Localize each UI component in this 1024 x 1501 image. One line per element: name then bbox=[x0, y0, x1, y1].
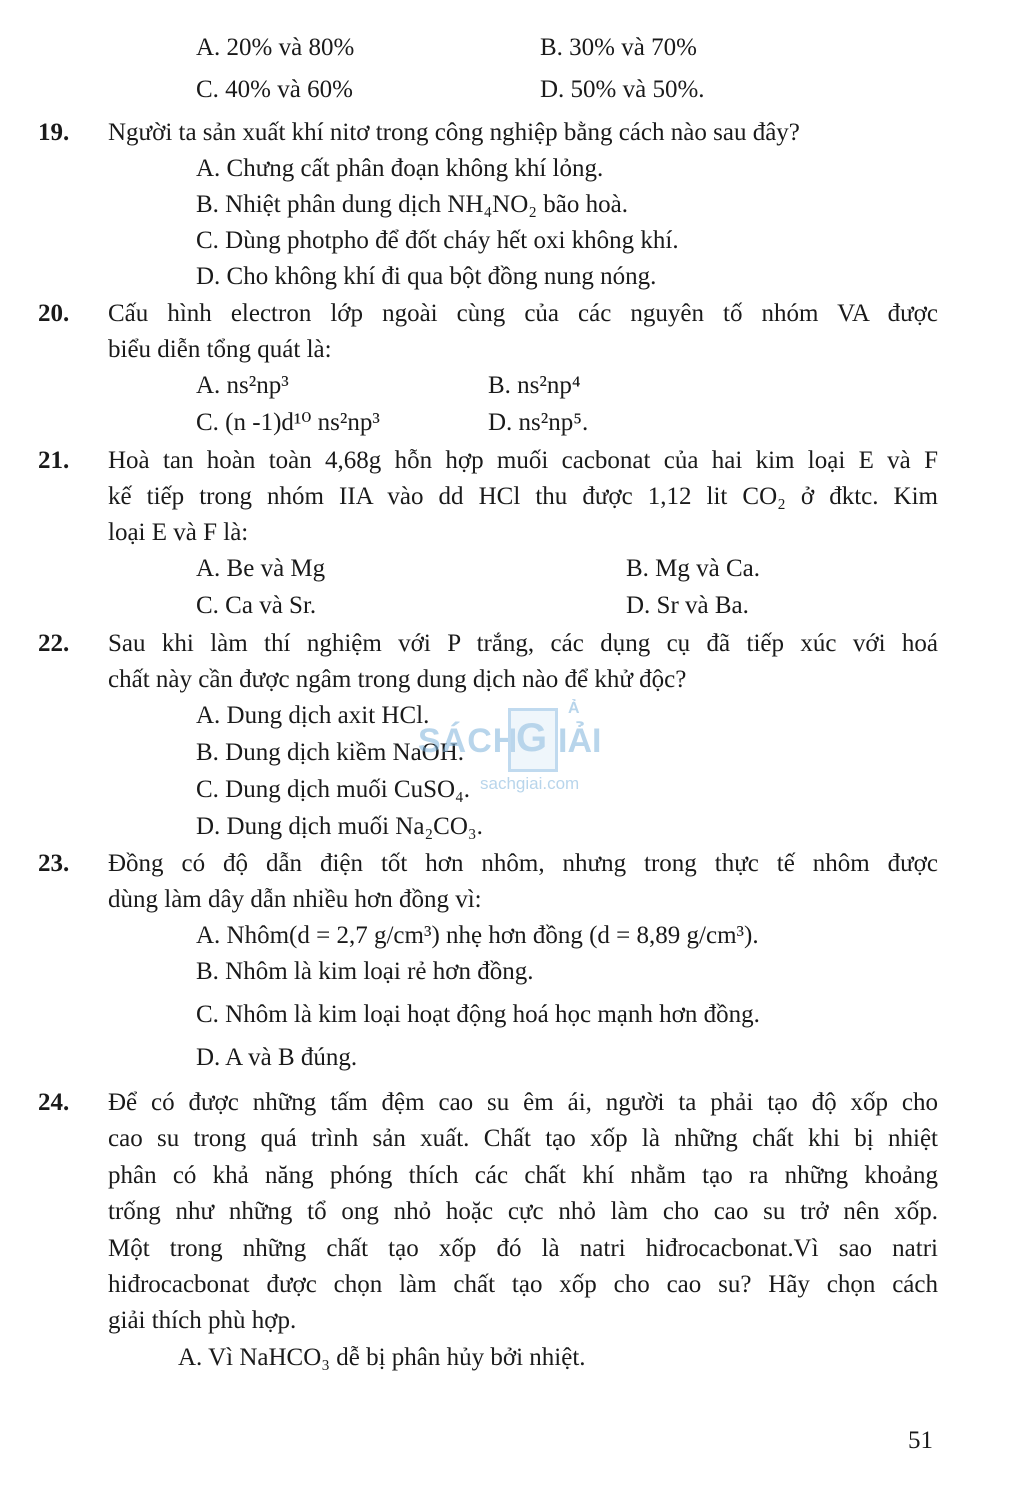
q21-text-line1: Hoà tan hoàn toàn 4,68g hỗn hợp muối cacbonat của hai kim loại E và F bbox=[108, 447, 938, 474]
q21-option-d: D. Sr và Ba. bbox=[626, 592, 749, 619]
q19-option-a: A. Chưng cất phân đoạn không khí lỏng. bbox=[196, 155, 604, 182]
q24-text-line: cao su trong quá trình sản xuất. Chất tạo xốp là những chất khi bị nhiệt bbox=[108, 1125, 938, 1152]
q22-number: 22. bbox=[38, 630, 70, 657]
q23-option-d: D. A và B đúng. bbox=[196, 1044, 358, 1071]
q19-number: 19. bbox=[38, 119, 70, 146]
q20-text-line2: biểu diễn tổng quát là: bbox=[108, 336, 332, 363]
q19-text: Người ta sản xuất khí nitơ trong công nghiệp bằng cách nào sau đây? bbox=[108, 119, 800, 146]
q23-option-b: B. Nhôm là kim loại rẻ hơn đồng. bbox=[196, 958, 534, 985]
sachgiai-watermark bbox=[418, 700, 618, 800]
q19-option-b: B. Nhiệt phân dung dịch NH₄NO₂ bão hoà. bbox=[196, 191, 628, 218]
q19-option-d: D. Cho không khí đi qua bột đồng nung nóng. bbox=[196, 263, 657, 290]
q18-option-a: A. 20% và 80% bbox=[196, 34, 355, 61]
q24-text-line: giải thích phù hợp. bbox=[108, 1307, 297, 1334]
q24-text-line: hiđrocacbonat được chọn làm chất tạo xốp cho cao su? Hãy chọn cách bbox=[108, 1271, 938, 1298]
q22-text-line1: Sau khi làm thí nghiệm với P trắng, các dụng cụ đã tiếp xúc với hoá bbox=[108, 630, 938, 657]
q24-text-line: phân có khả năng phóng thích các chất khí nhằm tạo ra những khoảng bbox=[108, 1162, 938, 1189]
q21-option-c: C. Ca và Sr. bbox=[196, 592, 317, 619]
q18-option-b: B. 30% và 70% bbox=[540, 34, 697, 61]
q22-option-b: B. Dung dịch kiềm NaOH. bbox=[196, 739, 465, 766]
q24-text-line: trống như những tổ ong nhỏ hoặc cực nhỏ làm cho cao su trở nên xốp. bbox=[108, 1198, 938, 1225]
watermark-url: sachgiai.com bbox=[480, 774, 580, 793]
q23-text-line1: Đồng có độ dẫn điện tốt hơn nhôm, nhưng trong thực tế nhôm được bbox=[108, 850, 938, 877]
q18-option-d: D. 50% và 50%. bbox=[540, 76, 705, 103]
q21-option-b: B. Mg và Ca. bbox=[626, 555, 761, 582]
q21-option-a: A. Be và Mg bbox=[196, 555, 326, 582]
q24-number: 24. bbox=[38, 1089, 70, 1116]
watermark-g-letter: G bbox=[516, 716, 548, 760]
q22-option-d: D. Dung dịch muối Na₂CO₃. bbox=[196, 813, 483, 840]
q20-option-a: A. ns²np³ bbox=[196, 372, 289, 399]
q18-option-c: C. 40% và 60% bbox=[196, 76, 353, 103]
q24-text-line: Để có được những tấm đệm cao su êm ái, người ta phải tạo độ xốp cho bbox=[108, 1089, 938, 1116]
watermark-accent: Ả bbox=[568, 700, 580, 717]
q21-text-line3: loại E và F là: bbox=[108, 519, 249, 546]
watermark-right-text: IẢI bbox=[558, 722, 602, 760]
q24-option-a: A. Vì NaHCO₃ dễ bị phân hủy bởi nhiệt. bbox=[178, 1344, 586, 1371]
q20-option-b: B. ns²np⁴ bbox=[488, 372, 581, 399]
q23-number: 23. bbox=[38, 850, 70, 877]
q22-option-a: A. Dung dịch axit HCl. bbox=[196, 702, 430, 729]
q24-text-line: Một trong những chất tạo xốp đó là natri hiđrocacbonat.Vì sao natri bbox=[108, 1235, 938, 1262]
q21-number: 21. bbox=[38, 447, 70, 474]
q20-option-d: D. ns²np⁵. bbox=[488, 409, 589, 436]
watermark-left-text: SÁCH bbox=[418, 722, 519, 760]
q22-text-line2: chất này cần được ngâm trong dung dịch nào để khử độc? bbox=[108, 666, 687, 693]
q19-option-c: C. Dùng photpho để đốt cháy hết oxi không khí. bbox=[196, 227, 679, 254]
q21-text-line2: kế tiếp trong nhóm IIA vào dd HCl thu được 1,12 lit CO₂ ở đktc. Kim bbox=[108, 483, 938, 510]
q23-option-c: C. Nhôm là kim loại hoạt động hoá học mạnh hơn đồng. bbox=[196, 1001, 760, 1028]
q20-text-line1: Cấu hình electron lớp ngoài cùng của các nguyên tố nhóm VA được bbox=[108, 300, 938, 327]
q22-option-c: C. Dung dịch muối CuSO₄. bbox=[196, 776, 471, 803]
q23-option-a: A. Nhôm(d = 2,7 g/cm³) nhẹ hơn đồng (d = 8,89 g/cm³). bbox=[196, 922, 759, 949]
q20-number: 20. bbox=[38, 300, 70, 327]
q20-option-c: C. (n -1)d¹⁰ ns²np³ bbox=[196, 409, 380, 436]
q23-text-line2: dùng làm dây dẫn nhiều hơn đồng vì: bbox=[108, 886, 482, 913]
page-number: 51 bbox=[908, 1427, 933, 1454]
